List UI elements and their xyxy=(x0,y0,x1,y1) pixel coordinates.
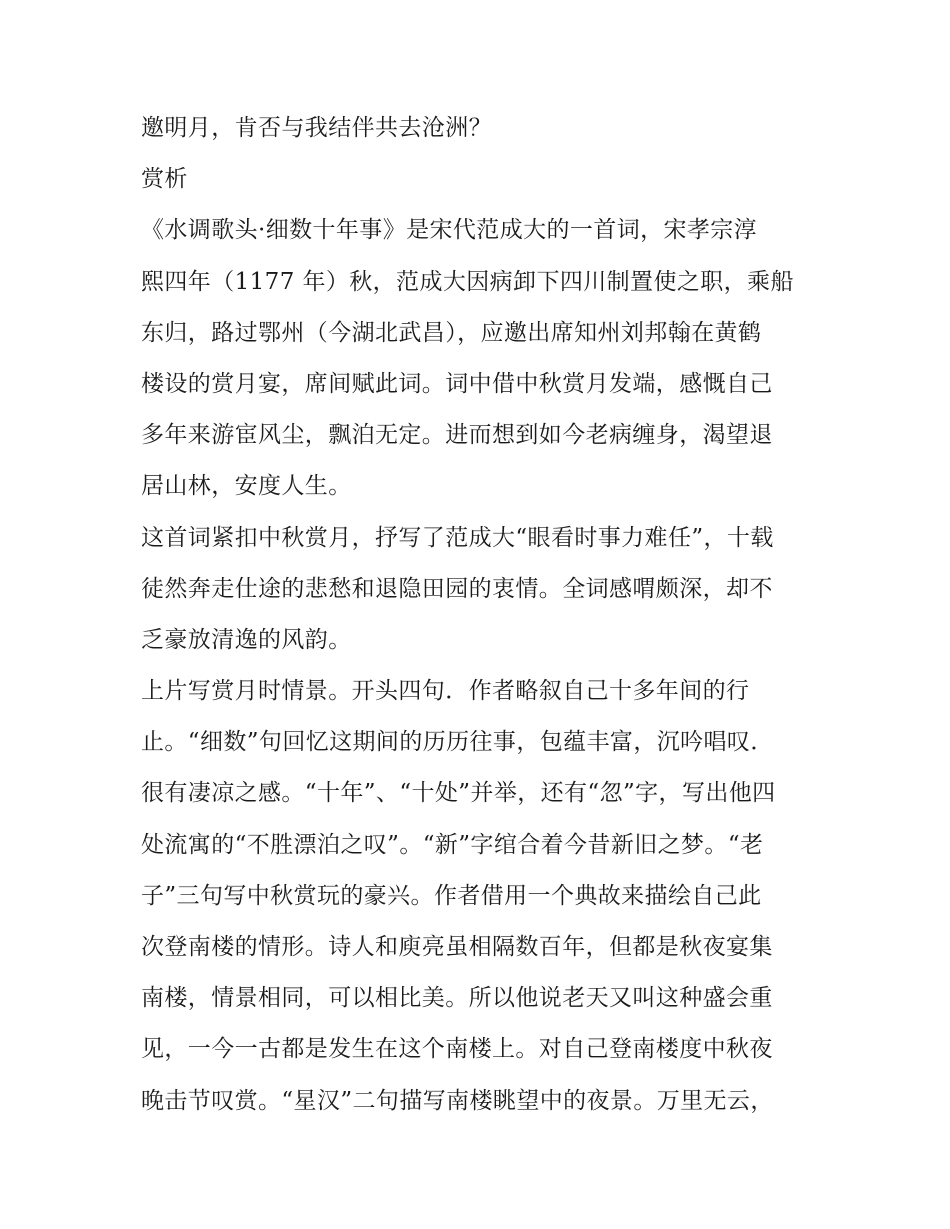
text-line: 晚击节叹赏。“星汉”二句描写南楼眺望中的夜景。万里无云， xyxy=(141,1087,774,1114)
text-line: 居山林，安度人生。 xyxy=(141,473,352,500)
text-line: 熙四年（1177 年）秋，范成大因病卸下四川制置使之职，乘船 xyxy=(141,268,794,295)
text-line: 止。“细数”句回忆这期间的历历往事，包蕴丰富，沉吟唱叹． xyxy=(141,729,774,756)
section-heading: 赏析 xyxy=(141,166,188,193)
text-line: 东归，路过鄂州（今湖北武昌），应邀出席知州刘邦翰在黄鹤 xyxy=(141,319,762,346)
text-line: 邀明月，肯否与我结伴共去沧洲？ xyxy=(141,115,492,141)
document-body xyxy=(141,103,821,1127)
text-line: 楼设的赏月宴，席间赋此词。词中借中秋赏月发端，感慨自己 xyxy=(141,370,773,397)
text-line: 见，一今一古都是发生在这个南楼上。对自己登南楼度中秋夜 xyxy=(141,1036,773,1063)
text-line: 次登南楼的情形。诗人和庾亮虽相隔数百年，但都是秋夜宴集 xyxy=(141,934,773,960)
text-line: 这首词紧扣中秋赏月，抒写了范成大“眼看时事力难任”，十载 xyxy=(141,524,774,551)
text-line: 上片写赏月时情景。开头四句．作者略叙自己十多年间的行 xyxy=(141,678,750,705)
text-line: 很有凄凉之感。“十年”、“十处”并举，还有“忽”字，写出他四 xyxy=(141,780,776,807)
text-line: 处流寓的“不胜漂泊之叹”。“新”字绾合着今昔新旧之梦。“老 xyxy=(141,831,764,858)
text-line: 子”三句写中秋赏玩的豪兴。作者借用一个典故来描绘自己此 xyxy=(141,882,762,909)
text-line: 多年来游宦风尘，飘泊无定。进而想到如今老病缠身，渴望退 xyxy=(141,422,773,449)
text-line: 《水调歌头·细数十年事》是宋代范成大的一首词，宋孝宗淳 xyxy=(141,217,758,244)
text-line: 南楼，情景相同，可以相比美。所以他说老天又叫这种盛会重 xyxy=(141,985,773,1012)
text-line: 乏豪放清逸的风韵。 xyxy=(141,626,352,653)
text-line: 徒然奔走仕途的悲愁和退隐田园的衷情。全词感喟颇深，却不 xyxy=(141,575,773,602)
